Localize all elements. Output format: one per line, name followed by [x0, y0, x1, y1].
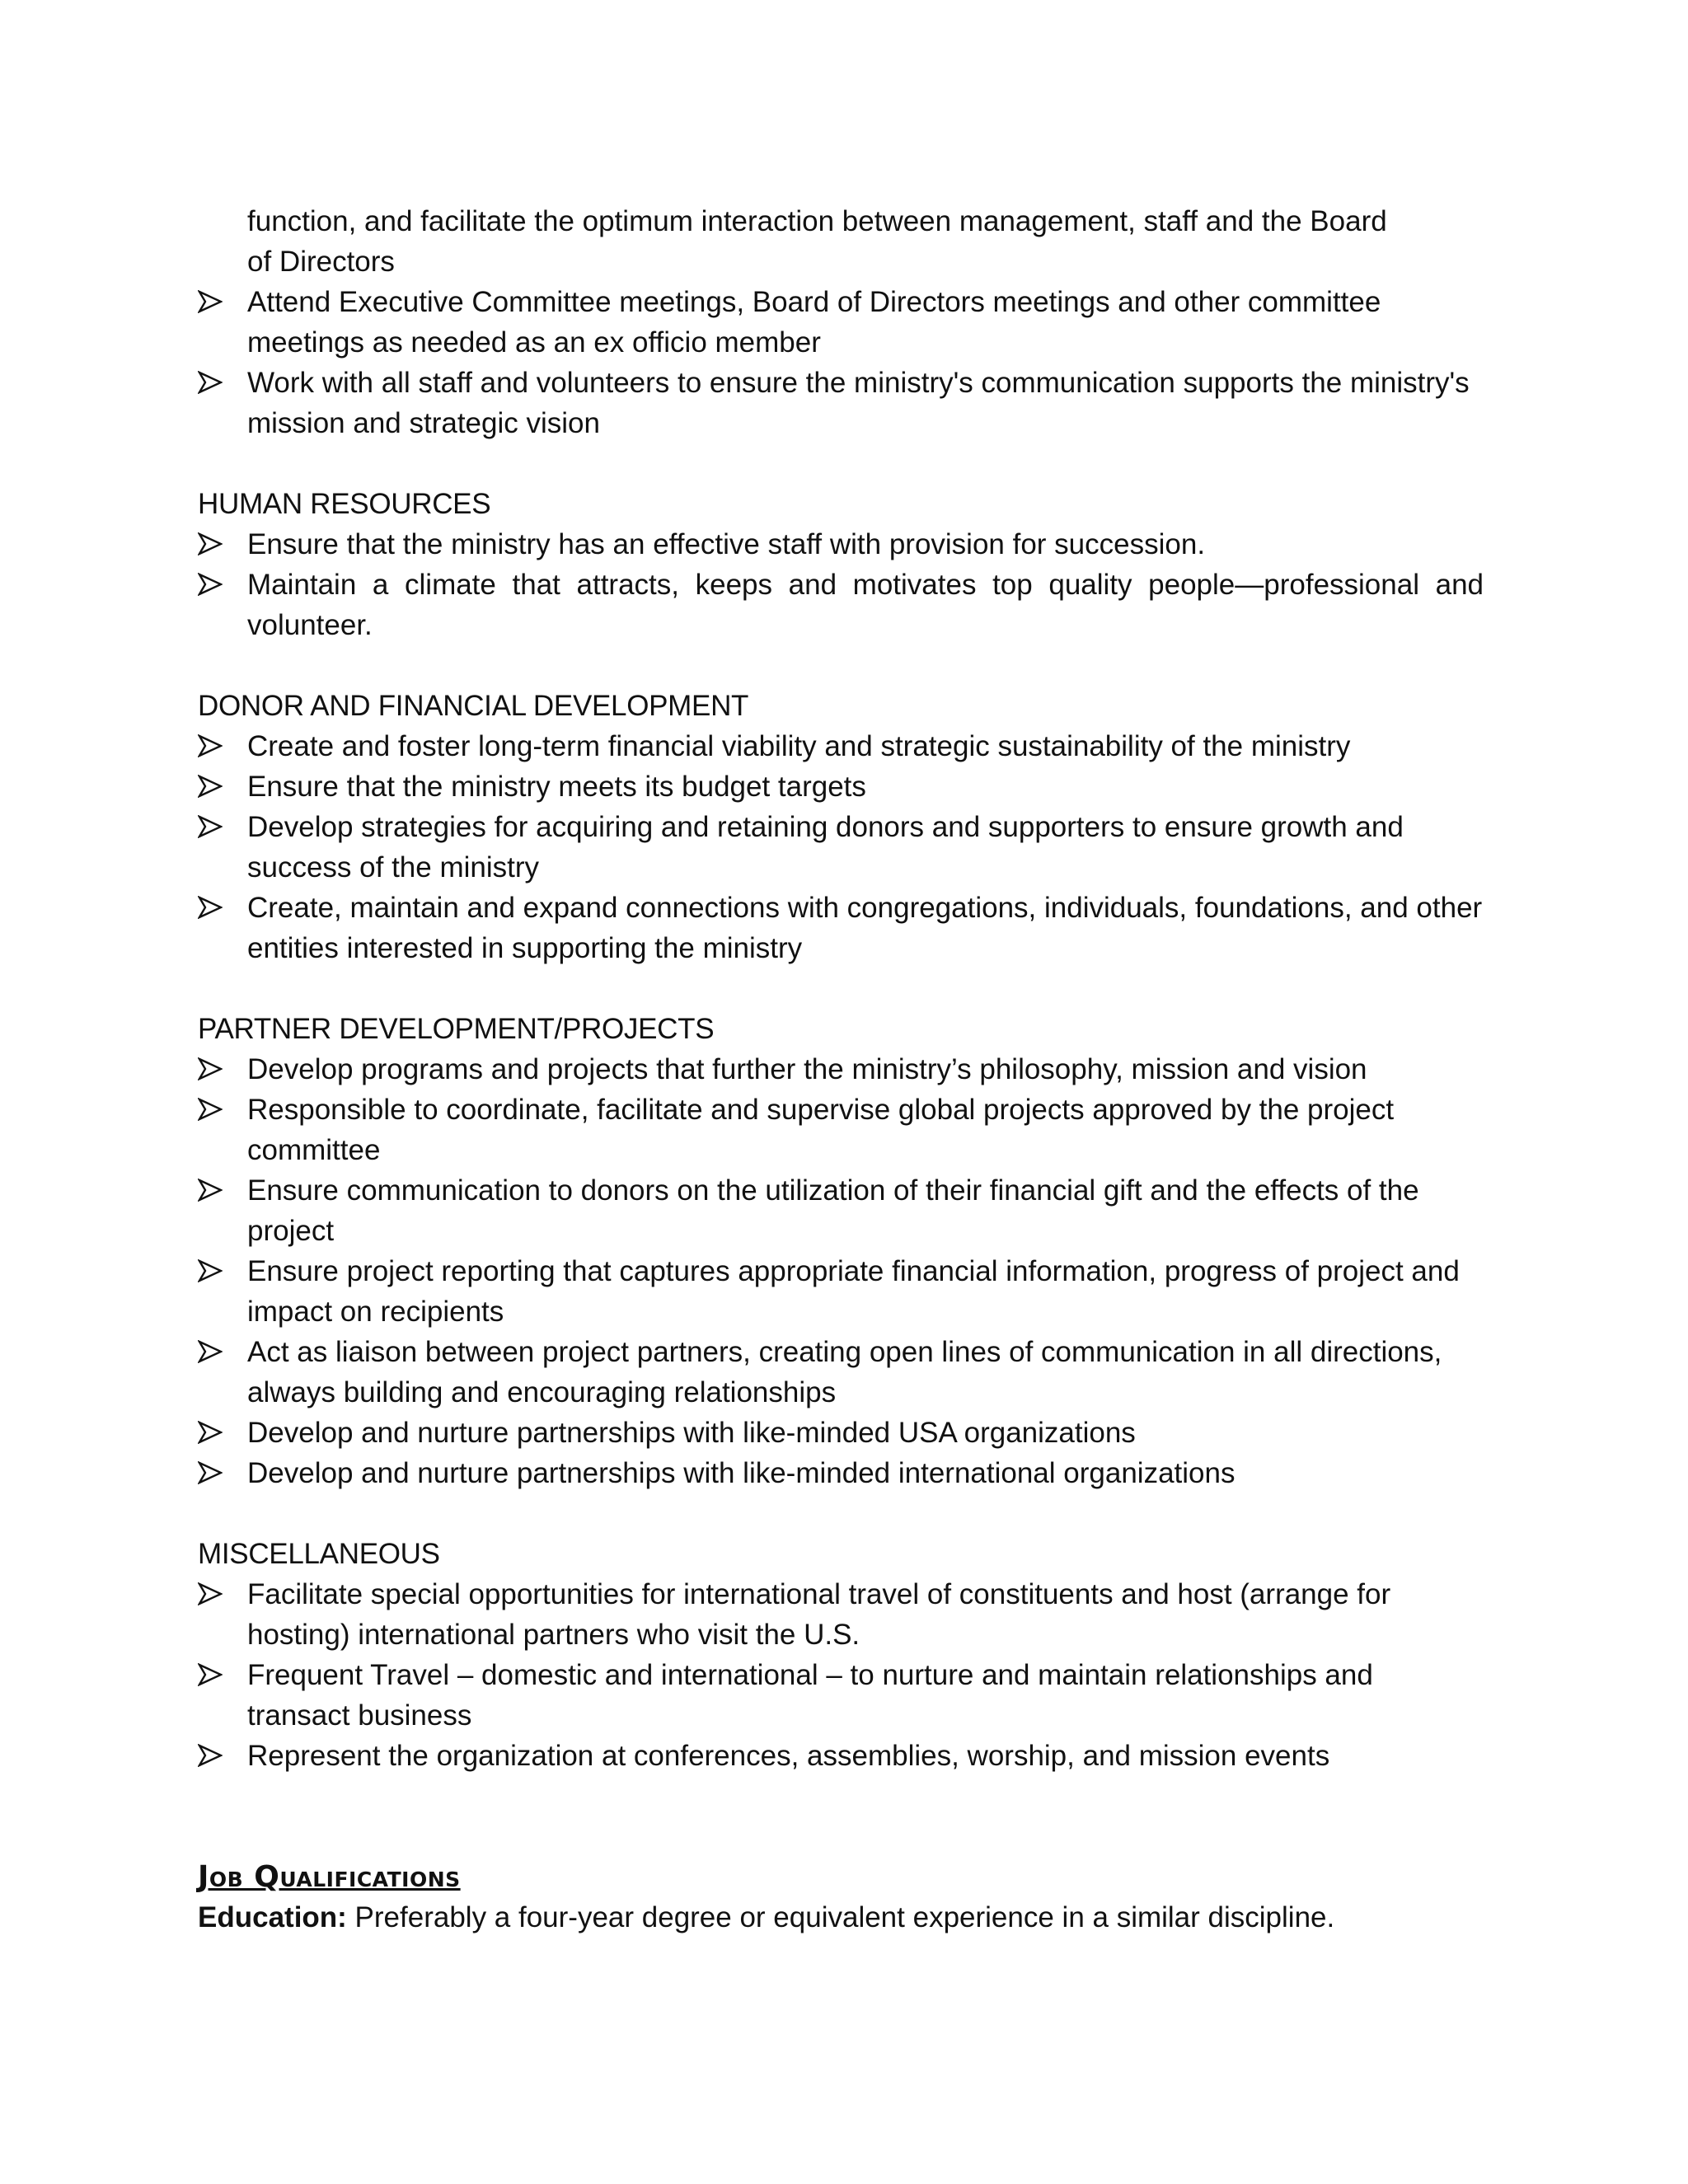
list-item: [198, 807, 1484, 888]
section-donor-financial-development: [198, 686, 1484, 968]
list-item-text: Responsible to coordinate, facilitate and supervise global projects approved by the project committee: [247, 1094, 1395, 1166]
arrowhead-bullet-icon: [198, 1582, 223, 1605]
list-item-text: Facilitate special opportunities for international travel of constituents and host (arrange for hosting) international partners who visit the U.S.: [247, 1578, 1391, 1651]
section-partner-development-projects: [198, 1009, 1484, 1493]
list-item-text: Develop and nurture partnerships with like-minded USA organizations: [247, 1417, 1136, 1449]
list-item-text: Ensure that the ministry meets its budget targets: [247, 771, 866, 803]
list-item-text: Work with all staff and volunteers to ensure the ministry's communication supports the ministry's mission and strategic vision: [247, 367, 1470, 439]
arrowhead-bullet-icon: [198, 1340, 223, 1363]
section-heading: PARTNER DEVELOPMENT/PROJECTS: [198, 1013, 715, 1045]
section-heading: DONOR AND FINANCIAL DEVELOPMENT: [198, 690, 749, 722]
list-item-text: Create and foster long-term financial viability and strategic sustainability of the ministry: [247, 730, 1351, 762]
intro-bullet-list: [198, 282, 1484, 443]
list-item-text: Act as liaison between project partners, creating open lines of communication in all directions, always building and encouraging relationships: [247, 1336, 1442, 1408]
arrowhead-bullet-icon: [198, 290, 223, 313]
arrowhead-bullet-icon: [198, 734, 223, 757]
section-heading: MISCELLANEOUS: [198, 1538, 440, 1570]
section-bullet-list: [198, 726, 1484, 968]
list-item: [198, 565, 1484, 645]
list-item-text: Attend Executive Committee meetings, Board of Directors meetings and other committee meetings as needed as an ex officio member: [247, 286, 1381, 359]
list-item-text: Ensure project reporting that captures appropriate financial information, progress of project and impact on recipients: [247, 1255, 1460, 1328]
list-item: [198, 1090, 1484, 1170]
list-item-text: Create, maintain and expand connections with congregations, individuals, foundations, and other entities interested in supporting the ministry: [247, 892, 1483, 964]
list-item-text: Represent the organization at conferences, assemblies, worship, and mission events: [247, 1740, 1330, 1772]
list-item: [198, 363, 1484, 443]
intro-continuation-line: of Directors: [247, 246, 395, 278]
education-line: [198, 1897, 1484, 1938]
list-item-text: Develop and nurture partnerships with like-minded international organizations: [247, 1457, 1236, 1489]
list-item-text: Ensure that the ministry has an effective staff with provision for succession.: [247, 528, 1206, 560]
document-page: [198, 201, 1484, 1938]
arrowhead-bullet-icon: [198, 1259, 223, 1282]
list-item-text: Develop strategies for acquiring and retaining donors and supporters to ensure growth and success of the ministry: [247, 811, 1404, 883]
qualifications-heading: Job Qualifications: [198, 1860, 461, 1894]
intro-block: [198, 201, 1484, 443]
education-text: Preferably a four-year degree or equivalent experience in a similar discipline.: [346, 1901, 1335, 1933]
list-item: [198, 524, 1484, 565]
list-item: [198, 1413, 1484, 1453]
education-label: Education:: [198, 1901, 347, 1933]
list-item: [198, 888, 1484, 968]
section-miscellaneous: [198, 1534, 1484, 1776]
arrowhead-bullet-icon: [198, 896, 223, 919]
arrowhead-bullet-icon: [198, 1461, 223, 1484]
arrowhead-bullet-icon: [198, 1179, 223, 1202]
list-item-text: Develop programs and projects that further the ministry’s philosophy, mission and vision: [247, 1053, 1367, 1085]
list-item-text: Ensure communication to donors on the utilization of their financial gift and the effects of the project: [247, 1174, 1419, 1247]
arrowhead-bullet-icon: [198, 775, 223, 798]
list-item: [198, 282, 1484, 363]
list-item: [198, 1049, 1484, 1090]
arrowhead-bullet-icon: [198, 1098, 223, 1121]
list-item: [198, 1170, 1484, 1251]
list-item-text: Maintain a climate that attracts, keeps and motivates top quality people—professional and volunteer.: [247, 569, 1484, 641]
section-bullet-list: [198, 1574, 1484, 1776]
arrowhead-bullet-icon: [198, 1744, 223, 1767]
intro-continuation-line: function, and facilitate the optimum interaction between management, staff and the Board: [247, 205, 1387, 237]
list-item: [198, 1251, 1484, 1332]
section-bullet-list: [198, 1049, 1484, 1493]
list-item: [198, 726, 1484, 766]
section-heading: HUMAN RESOURCES: [198, 488, 491, 520]
arrowhead-bullet-icon: [198, 1663, 223, 1686]
section-bullet-list: [198, 524, 1484, 645]
arrowhead-bullet-icon: [198, 815, 223, 838]
list-item: [198, 1736, 1484, 1776]
list-item: [198, 1574, 1484, 1655]
arrowhead-bullet-icon: [198, 371, 223, 394]
list-item: [198, 766, 1484, 807]
arrowhead-bullet-icon: [198, 1057, 223, 1080]
arrowhead-bullet-icon: [198, 573, 223, 596]
arrowhead-bullet-icon: [198, 1421, 223, 1444]
list-item: [198, 1332, 1484, 1413]
list-item: [198, 1453, 1484, 1493]
list-item: [198, 1655, 1484, 1736]
arrowhead-bullet-icon: [198, 532, 223, 555]
section-job-qualifications: [198, 1857, 1484, 1938]
list-item-text: Frequent Travel – domestic and international – to nurture and maintain relationships and transact business: [247, 1659, 1373, 1732]
section-human-resources: [198, 484, 1484, 645]
